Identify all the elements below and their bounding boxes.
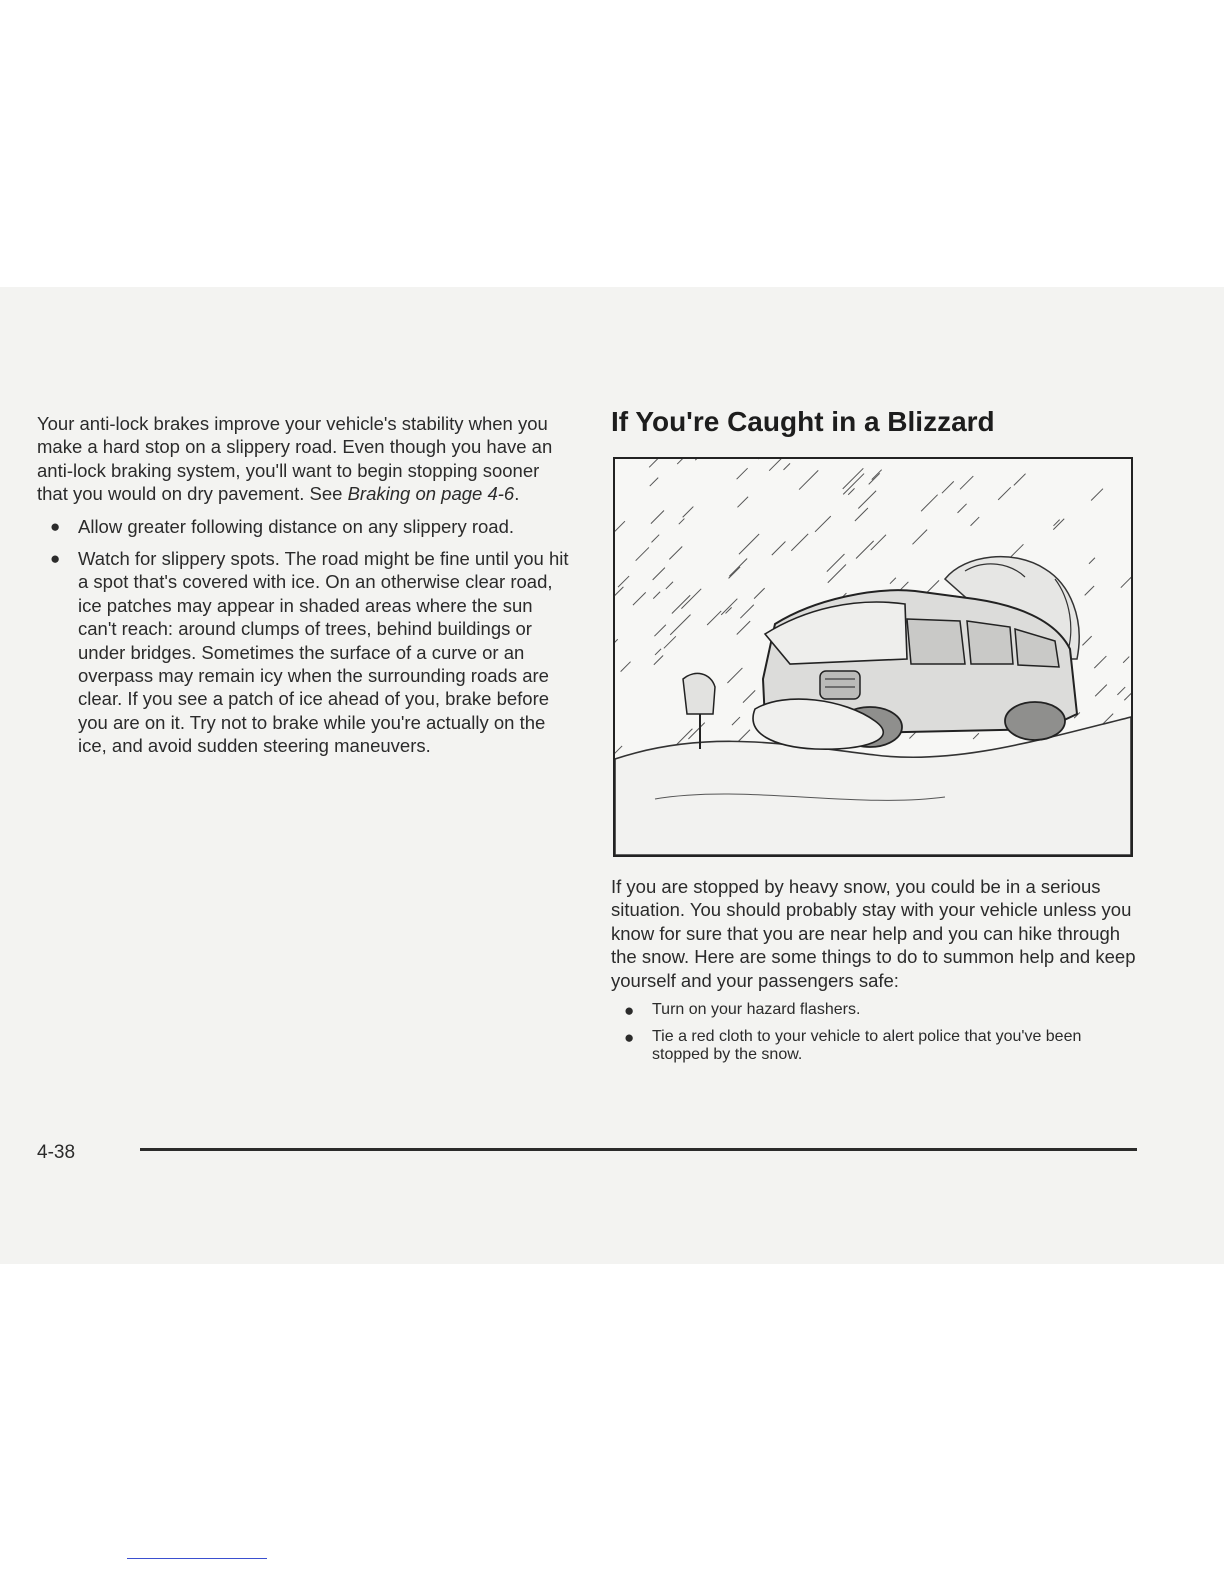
- snow-streak: [652, 535, 660, 543]
- snowbound-vehicle-illustration: [613, 457, 1133, 857]
- snow-streak: [754, 588, 765, 599]
- snow-streak: [677, 459, 694, 464]
- snow-streak: [695, 459, 714, 460]
- footer-rule: [140, 1148, 1137, 1151]
- snow-streak: [740, 605, 753, 618]
- snow-streak: [912, 530, 927, 545]
- snow-streak: [890, 578, 896, 584]
- snow-streak: [1121, 575, 1131, 587]
- snow-streak: [791, 534, 808, 551]
- snow-streak: [683, 507, 694, 518]
- snow-streak: [843, 474, 864, 495]
- snow-streak: [650, 478, 658, 486]
- list-item: [611, 1001, 1141, 1019]
- snow-streak: [726, 607, 732, 613]
- list-item: [611, 1028, 1141, 1064]
- intro-paragraph: [37, 412, 572, 506]
- snow-streak: [615, 639, 618, 652]
- list-item: [37, 515, 572, 538]
- bullet-text: Allow greater following distance on any slippery road.: [78, 515, 515, 537]
- snow-streak: [636, 547, 649, 560]
- snow-streak: [653, 568, 665, 580]
- snow-streak: [679, 519, 685, 525]
- snow-streak: [1123, 657, 1129, 663]
- snow-streak: [843, 468, 864, 489]
- snow-streak: [721, 599, 737, 615]
- right-bullet-list: [611, 1001, 1141, 1064]
- snow-streak: [649, 459, 663, 467]
- snow-streak: [737, 621, 750, 634]
- right-column: [611, 404, 1141, 1073]
- snow-streak: [727, 668, 742, 683]
- snow-streak: [666, 582, 673, 589]
- section-heading: If You're Caught in a Blizzard: [611, 406, 995, 437]
- snow-streak: [707, 611, 721, 625]
- bullet-icon: ●: [624, 1028, 635, 1048]
- left-column: [37, 412, 572, 767]
- snow-streak: [1117, 687, 1125, 695]
- snow-streak: [815, 516, 831, 532]
- page-number: 4-38: [37, 1142, 76, 1163]
- braking-reference: Braking on page 4-6: [347, 483, 515, 505]
- bullet-text: Watch for slippery spots. The road might be fine until you hit a spot that's covered with ice. On an otherwise clear road, ice patches may appear in shaded areas where the sun can't reach: around clumps of trees, behind buildings or under bridges. Sometimes the surface of a curve or an overpass may remain icy when the surrounding roads are clear. If you see a patch of ice ahead of you, brake before you are on it. Try not to brake while you're actually on the ice, and avoid sudden steering maneuvers.: [78, 548, 569, 757]
- snow-streak: [971, 517, 980, 526]
- snow-streak: [921, 495, 938, 512]
- snow-streak: [615, 521, 625, 531]
- left-bullet-list: [37, 515, 572, 758]
- bullet-icon: ●: [50, 549, 61, 569]
- snow-streak: [633, 592, 646, 605]
- snow-streak: [769, 459, 784, 471]
- snow-streak: [998, 487, 1011, 500]
- snow-streak: [615, 587, 623, 602]
- snow-streak: [958, 504, 967, 513]
- snow-streak: [653, 592, 660, 599]
- snow-streak: [855, 508, 868, 521]
- bullet-text: Turn on your hazard flashers.: [652, 1001, 861, 1019]
- intro-text: Your anti-lock brakes improve your vehicle's stability when you make a hard stop on a slippery road. Even though you have an anti-lock braking system, you'll want to begin stopping sooner that you would on dry pavement. See: [37, 413, 553, 505]
- snow-streak: [1094, 656, 1106, 668]
- snow-streak: [654, 655, 663, 664]
- intro-end: .: [514, 483, 520, 505]
- snow-streak: [739, 534, 759, 554]
- snow-streak: [737, 497, 748, 508]
- snow-streak: [1082, 636, 1091, 645]
- snow-streak: [1091, 489, 1103, 501]
- snow-streak: [900, 582, 908, 590]
- snow-streak: [1124, 690, 1131, 701]
- snow-streak: [1014, 474, 1026, 486]
- snow-streak: [973, 733, 979, 739]
- snow-streak: [664, 636, 676, 648]
- snow-streak: [654, 625, 665, 636]
- snow-streak: [871, 535, 886, 550]
- snow-streak: [732, 717, 740, 725]
- snow-streak: [621, 662, 631, 672]
- snow-streak: [828, 565, 846, 583]
- snow-streak: [858, 491, 876, 509]
- snow-streak: [743, 690, 755, 702]
- snow-streak: [784, 463, 791, 470]
- list-item: [37, 547, 572, 758]
- snow-streak: [729, 558, 747, 576]
- snow-streak: [848, 488, 854, 494]
- snow-streak: [1095, 685, 1107, 697]
- snow-streak: [942, 481, 954, 493]
- blizzard-paragraph: If you are stopped by heavy snow, you could be in a serious situation. You should probably stay with your vehicle unless you know for sure that you are near help and you can hike through the snow. Here are some things to do to summon help and keep yourself and your passengers safe:: [611, 876, 1136, 991]
- snow-streak: [672, 595, 690, 613]
- snow-streak: [670, 615, 690, 635]
- snow-streak: [737, 468, 748, 479]
- bullet-icon: ●: [624, 1001, 635, 1021]
- snow-streak: [869, 473, 880, 484]
- snow-streak: [669, 547, 682, 560]
- snow-streak: [960, 476, 973, 489]
- bullet-text: Tie a red cloth to your vehicle to alert police that you've been stopped by the snow.: [652, 1028, 1082, 1064]
- snow-streak: [681, 589, 701, 609]
- snow-streak: [651, 511, 664, 524]
- snow-streak: [1085, 586, 1094, 595]
- snow-streak: [772, 541, 786, 555]
- link-underline: [127, 1558, 267, 1559]
- snow-streak: [1089, 558, 1095, 564]
- snowbound-vehicle-icon: [615, 459, 1131, 855]
- snow-streak: [799, 470, 818, 489]
- bullet-icon: ●: [50, 516, 61, 536]
- snow-streak: [729, 567, 741, 579]
- snow-streak: [655, 649, 661, 655]
- snow-streak: [872, 470, 882, 480]
- snow-streak: [618, 576, 629, 587]
